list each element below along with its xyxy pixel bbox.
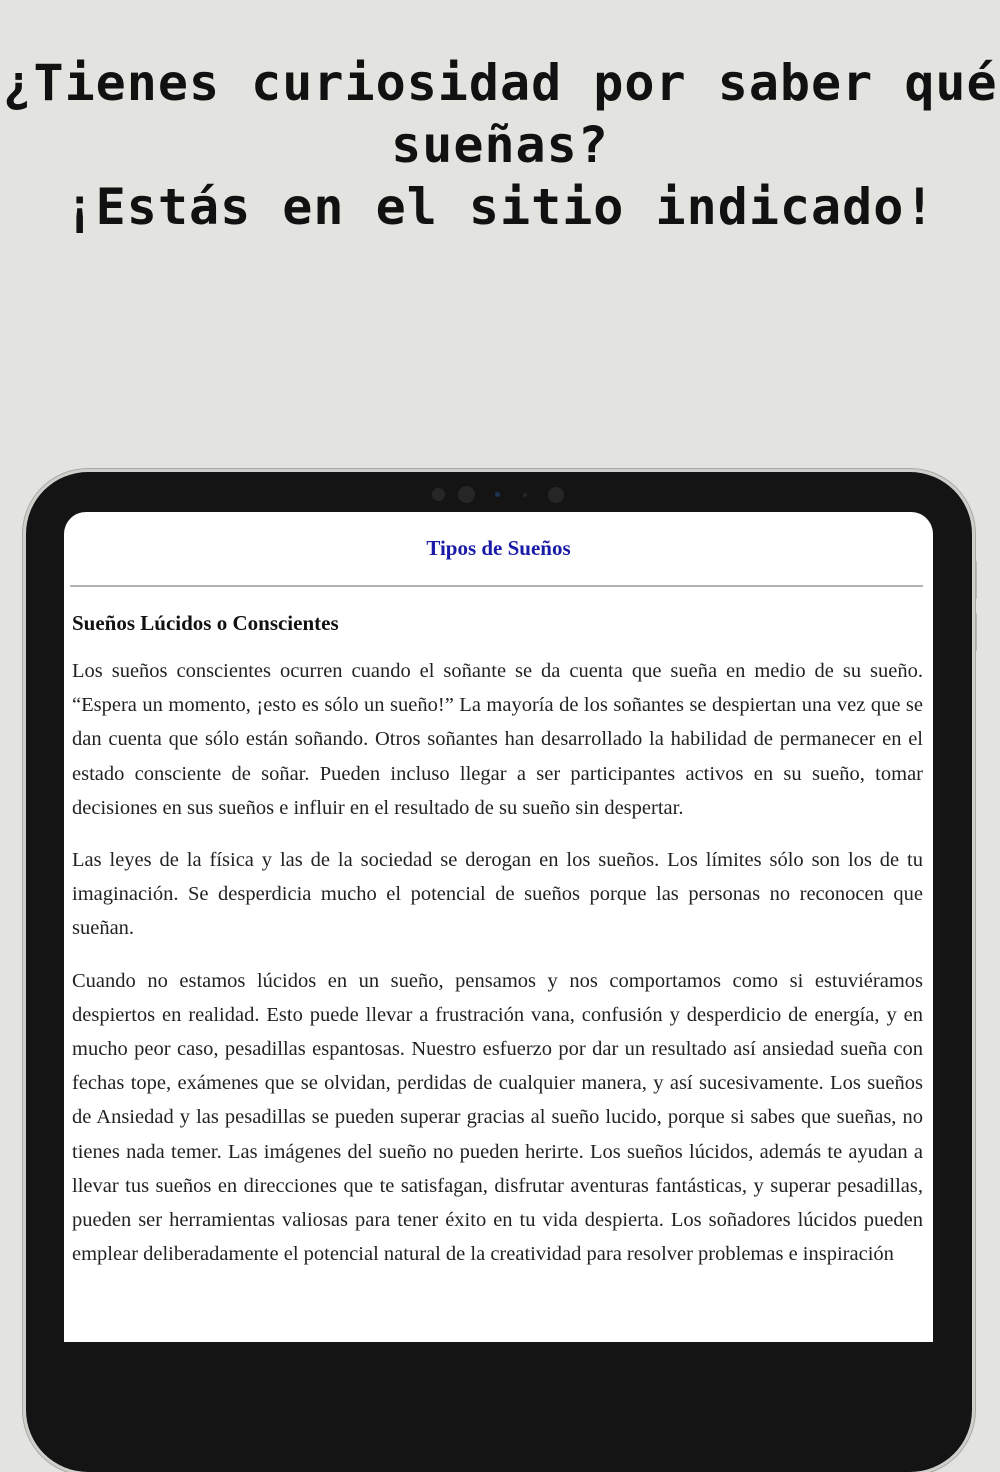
- title-divider: [70, 585, 923, 587]
- article-body[interactable]: [64, 654, 933, 1271]
- promo-line-3: ¡Estás en el sitio indicado!: [64, 178, 936, 236]
- tablet-screen: [64, 512, 933, 1342]
- promo-headline: [0, 52, 1000, 238]
- page-title: Tipos de Sueños: [426, 536, 571, 560]
- volume-up-button: [972, 560, 977, 600]
- sensor-icon: [432, 488, 445, 501]
- promo-line-2: sueñas?: [391, 116, 609, 174]
- flash-icon: [495, 492, 500, 497]
- volume-down-button: [972, 612, 977, 652]
- paragraph: Las leyes de la física y las de la sociedad se derogan en los sueños. Los límites sólo son los de tu imaginación. Se desperdicia mucho el potencial de sueños porque las personas no reconocen que sueñan.: [72, 849, 923, 940]
- section-heading: Sueños Lúcidos o Conscientes: [72, 611, 339, 635]
- paragraph: Cuando no estamos lúcidos en un sueño, pensamos y nos comportamos como si estuviéramos despiertos en realidad. Esto puede llevar a frustración vana, confusión y desperdicio de energía, y en mucho peor caso, pesadillas espantosas. Nuestro esfuerzo por dar un resultado así ansiedad sueña con fechas tope, exámenes que se olvidan, perdidas de cualquier manera, y así sucesivamente. Los sueños de Ansiedad y las pesadillas se pueden superar gracias al sueño lucido, porque si sabes que sueñas, no tienes nada temer. Las imágenes del sueño no pueden herirte. Los sueños lúcidos, además te ayudan a llevar tus sueños en direcciones que te satisfagan, disfrutar aventuras fantásticas, y superar pesadillas, pueden ser herramientas valiosas para tener éxito en tu vida despierta. Los soñadores lúcidos pueden emplear deliberadamente el potencial natural de la creatividad para resolver problemas e inspiración: [72, 969, 923, 1266]
- camera-bar: [428, 484, 568, 504]
- mic-icon: [523, 493, 527, 497]
- paragraph: Los sueños conscientes ocurren cuando el soñante se da cuenta que sueña en medio de su sueño. “Espera un momento, ¡esto es sólo un sueño!” La mayoría de los soñantes se despiertan una vez que se dan cuenta que sólo están soñando. Otros soñantes han desarrollado la habilidad de permanecer en el estado consciente de soñar. Pueden incluso llegar a ser participantes activos en su sueño, tomar decisiones en sus sueños e influir en el resultado de su sueño sin despertar.: [72, 660, 923, 819]
- lens-icon: [548, 487, 564, 503]
- front-camera-icon: [458, 486, 475, 503]
- promo-line-1: ¿Tienes curiosidad por saber qué: [2, 54, 998, 112]
